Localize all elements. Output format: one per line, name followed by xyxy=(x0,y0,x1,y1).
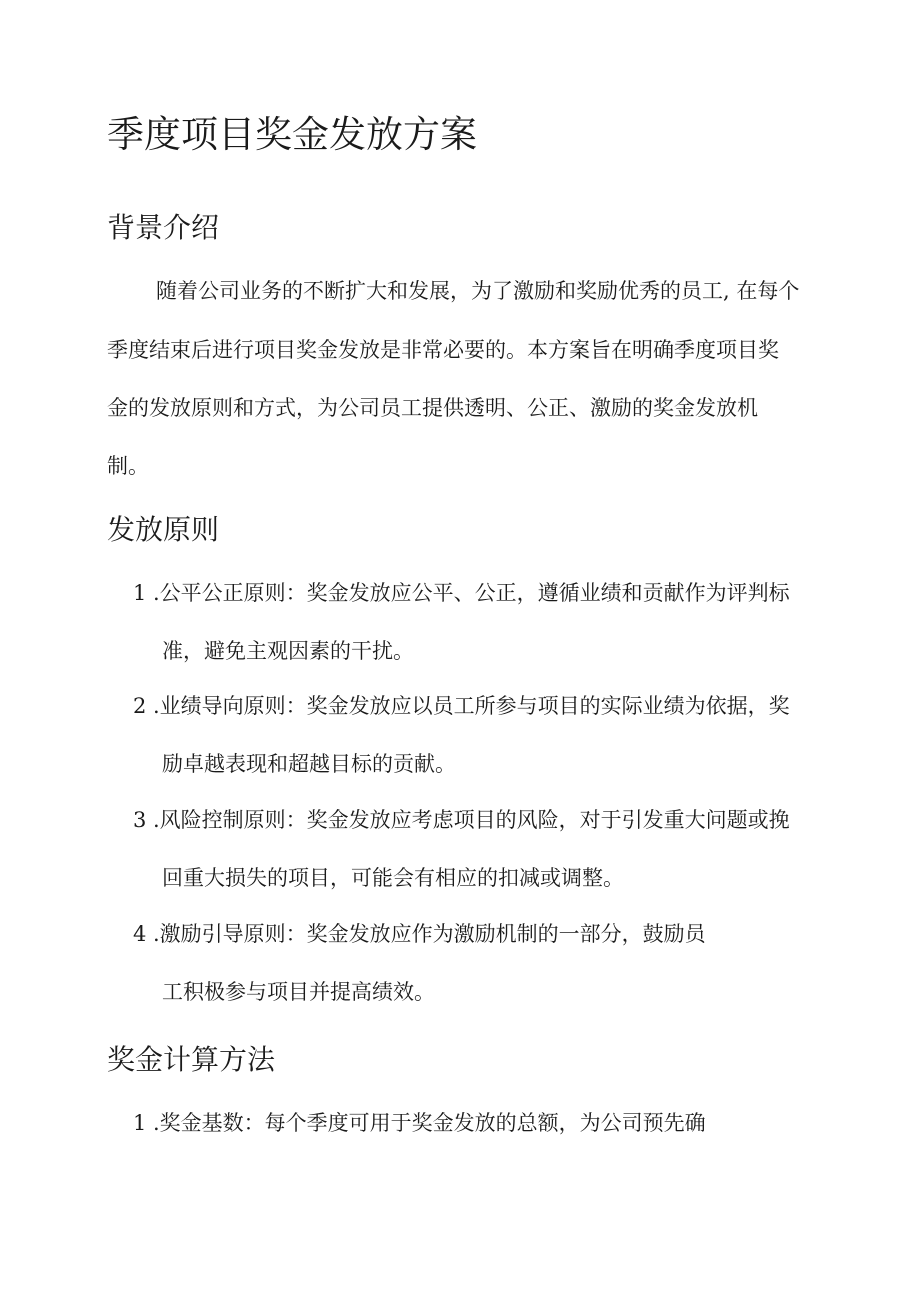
list-item-number: 3 xyxy=(133,808,147,832)
paragraph-line: 季度结束后进行项目奖金发放是非常必要的。本方案旨在明确季度项目奖 xyxy=(107,338,779,362)
section-heading-principles: 发放原则 xyxy=(107,513,220,546)
list-item-number: 1 xyxy=(133,1111,147,1135)
list-item-line: .激励引导原则：奖金发放应作为激励机制的一部分，鼓励员 xyxy=(153,922,706,946)
paragraph-line: 金的发放原则和方式，为公司员工提供透明、公正、激励的奖金发放机 xyxy=(107,396,758,420)
section-heading-background: 背景介绍 xyxy=(107,211,220,244)
list-item-number: 4 xyxy=(133,922,147,946)
list-item-number: 2 xyxy=(133,694,147,718)
list-item-line: .业绩导向原则：奖金发放应以员工所参与项目的实际业绩为依据，奖 xyxy=(153,694,790,718)
section-heading-calculation: 奖金计算方法 xyxy=(107,1043,276,1076)
paragraph-line: 随着公司业务的不断扩大和发展，为了激励和奖励优秀的员工, 在每个 xyxy=(156,279,800,303)
list-item-line: .公平公正原则：奖金发放应公平、公正，遵循业绩和贡献作为评判标 xyxy=(153,581,790,605)
list-item-line: 回重大损失的项目，可能会有相应的扣减或调整。 xyxy=(162,866,624,890)
list-item-line: .奖金基数：每个季度可用于奖金发放的总额，为公司预先确 xyxy=(153,1111,706,1135)
paragraph-line: 制。 xyxy=(107,454,149,478)
list-item-line: 准，避免主观因素的干扰。 xyxy=(162,639,414,663)
list-item-line: .风险控制原则：奖金发放应考虑项目的风险，对于引发重大问题或挽 xyxy=(153,808,790,832)
list-item-number: 1 xyxy=(133,581,147,605)
list-item-line: 工积极参与项目并提高绩效。 xyxy=(162,980,435,1004)
document-title: 季度项目奖金发放方案 xyxy=(107,113,477,156)
list-item-line: 励卓越表现和超越目标的贡献。 xyxy=(162,752,456,776)
